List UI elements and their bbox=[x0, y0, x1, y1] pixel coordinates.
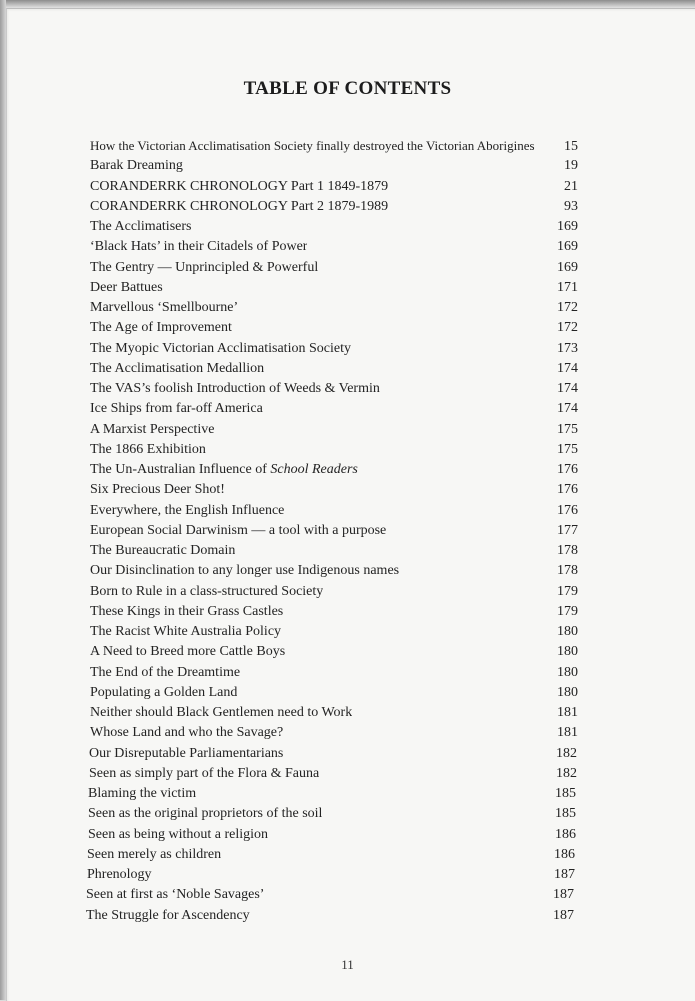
toc-entry-title: A Need to Breed more Cattle Boys bbox=[90, 644, 285, 660]
toc-entry-title: The VAS’s foolish Introduction of Weeds & Vermin bbox=[90, 381, 380, 397]
toc-entry-page: 169 bbox=[550, 260, 578, 276]
toc-entry bbox=[90, 705, 578, 725]
toc-entry bbox=[90, 361, 578, 381]
toc-entry-page: 19 bbox=[550, 158, 578, 174]
toc-entry-page: 178 bbox=[550, 563, 578, 579]
toc-entry-title: European Social Darwinism — a tool with a purpose bbox=[90, 523, 386, 539]
toc-entry bbox=[90, 543, 578, 563]
toc-entry-page: 176 bbox=[550, 503, 578, 519]
toc-entry-title-italic: School Readers bbox=[270, 462, 357, 477]
toc-entry-title: Phrenology bbox=[87, 867, 152, 883]
toc-entry-page: 178 bbox=[550, 543, 578, 559]
toc-entry-page: 174 bbox=[550, 361, 578, 377]
page-number: 11 bbox=[0, 957, 695, 973]
toc-entry-title: Whose Land and who the Savage? bbox=[90, 725, 283, 741]
toc-entry-page: 179 bbox=[550, 604, 578, 620]
toc-entry-title: The Struggle for Ascendency bbox=[86, 908, 250, 924]
toc-entry-title: The 1866 Exhibition bbox=[90, 442, 206, 458]
toc-entry bbox=[90, 665, 578, 685]
toc-entry-page: 174 bbox=[550, 401, 578, 417]
toc-entry-title: Deer Battues bbox=[90, 280, 163, 296]
toc-entry-page: 177 bbox=[550, 523, 578, 539]
toc-entry bbox=[90, 219, 578, 239]
toc-entry-page: 176 bbox=[550, 462, 578, 478]
toc-entry bbox=[90, 482, 578, 502]
toc-entry bbox=[90, 422, 578, 442]
toc-entry-title: Seen as simply part of the Flora & Fauna bbox=[89, 766, 319, 782]
toc-entry-title: Neither should Black Gentlemen need to Work bbox=[90, 705, 352, 721]
toc-entry bbox=[90, 604, 578, 624]
toc-entry bbox=[90, 381, 578, 401]
toc-entry bbox=[90, 644, 578, 664]
toc-entry-title: Our Disinclination to any longer use Indigenous names bbox=[90, 563, 399, 579]
toc-entry bbox=[90, 563, 578, 583]
toc-entry-page: 15 bbox=[550, 139, 578, 155]
toc-entry bbox=[90, 725, 578, 745]
toc-entry-page: 171 bbox=[550, 280, 578, 296]
toc-entry-page: 187 bbox=[546, 887, 574, 903]
toc-entry-title: The Age of Improvement bbox=[90, 320, 232, 336]
toc-entry-title: The Un-Australian Influence of School Readers bbox=[90, 462, 358, 478]
toc-entry-title: Seen as being without a religion bbox=[88, 827, 268, 843]
toc-entry-page: 169 bbox=[550, 219, 578, 235]
toc-entry-page: 181 bbox=[550, 705, 578, 721]
toc-entry-page: 93 bbox=[550, 199, 578, 215]
toc-entry-title: Everywhere, the English Influence bbox=[90, 503, 284, 519]
toc-entry bbox=[90, 584, 578, 604]
toc-entry-title: Seen as the original proprietors of the soil bbox=[88, 806, 322, 822]
toc-entry bbox=[90, 260, 578, 280]
toc-entry-title: A Marxist Perspective bbox=[90, 422, 214, 438]
toc-entry-page: 187 bbox=[547, 867, 575, 883]
toc-entry bbox=[88, 786, 576, 806]
toc-entry-page: 187 bbox=[546, 908, 574, 924]
toc-entry bbox=[90, 503, 578, 523]
page-title: TABLE OF CONTENTS bbox=[0, 78, 695, 100]
toc-entry bbox=[90, 239, 578, 259]
toc-entry-page: 172 bbox=[550, 300, 578, 316]
toc-entry-page: 176 bbox=[550, 482, 578, 498]
toc-entry-page: 21 bbox=[550, 179, 578, 195]
toc-entry bbox=[89, 746, 577, 766]
toc-entry-page: 180 bbox=[550, 685, 578, 701]
toc-entry-page: 174 bbox=[550, 381, 578, 397]
toc-entry-page: 185 bbox=[548, 786, 576, 802]
toc-entry bbox=[90, 523, 578, 543]
toc-entry-page: 185 bbox=[548, 806, 576, 822]
toc-entry-title: The Acclimatisation Medallion bbox=[90, 361, 264, 377]
toc-entry-title: Marvellous ‘Smellbourne’ bbox=[90, 300, 238, 316]
toc-entry-title: Populating a Golden Land bbox=[90, 685, 237, 701]
toc-entry-page: 186 bbox=[548, 827, 576, 843]
toc-entry-page: 182 bbox=[549, 766, 577, 782]
toc-entry bbox=[90, 300, 578, 320]
toc-entry bbox=[87, 847, 575, 867]
toc-entry-page: 180 bbox=[550, 665, 578, 681]
toc-entry-page: 180 bbox=[550, 624, 578, 640]
toc-entry-title: The End of the Dreamtime bbox=[90, 665, 240, 681]
toc-entry bbox=[90, 280, 578, 300]
toc-entry-page: 172 bbox=[550, 320, 578, 336]
toc-entry bbox=[90, 401, 578, 421]
toc-entry bbox=[90, 138, 578, 158]
toc-entry-title: Barak Dreaming bbox=[90, 158, 183, 174]
toc-entry bbox=[90, 624, 578, 644]
toc-entry-title: How the Victorian Acclimatisation Society finally destroyed the Victorian Aborigines bbox=[90, 138, 535, 154]
toc-entry-title: ‘Black Hats’ in their Citadels of Power bbox=[90, 239, 307, 255]
toc-entry-title: The Acclimatisers bbox=[90, 219, 191, 235]
toc-entry-title: Seen merely as children bbox=[87, 847, 221, 863]
toc-entry-title: Born to Rule in a class-structured Society bbox=[90, 584, 323, 600]
toc-entry-page: 175 bbox=[550, 422, 578, 438]
toc-entry-title: The Racist White Australia Policy bbox=[90, 624, 281, 640]
toc-entry-page: 181 bbox=[550, 725, 578, 741]
toc-entry-page: 182 bbox=[549, 746, 577, 762]
toc-entry-page: 179 bbox=[550, 584, 578, 600]
toc-entry-title: CORANDERRK CHRONOLOGY Part 2 1879-1989 bbox=[90, 199, 388, 215]
toc-entry-title: Blaming the victim bbox=[88, 786, 196, 802]
toc-entry-title: The Myopic Victorian Acclimatisation Society bbox=[90, 341, 351, 357]
toc-entry-page: 175 bbox=[550, 442, 578, 458]
toc-entry bbox=[90, 320, 578, 340]
toc-entry-page: 173 bbox=[550, 341, 578, 357]
toc-entry bbox=[88, 827, 576, 847]
toc-entry-page: 180 bbox=[550, 644, 578, 660]
toc-entry bbox=[86, 908, 574, 928]
toc-entry-title: CORANDERRK CHRONOLOGY Part 1 1849-1879 bbox=[90, 179, 388, 195]
toc-entry bbox=[87, 867, 575, 887]
toc-entry-page: 186 bbox=[547, 847, 575, 863]
toc-entry bbox=[88, 806, 576, 826]
toc-entry-title: The Gentry — Unprincipled & Powerful bbox=[90, 260, 318, 276]
toc-entry bbox=[89, 766, 577, 786]
toc-entry bbox=[90, 462, 578, 482]
toc-entry-title: Six Precious Deer Shot! bbox=[90, 482, 225, 498]
toc-entry-page: 169 bbox=[550, 239, 578, 255]
toc-entry-title: Ice Ships from far-off America bbox=[90, 401, 263, 417]
toc-entry-title: The Bureaucratic Domain bbox=[90, 543, 235, 559]
toc-entry-title: These Kings in their Grass Castles bbox=[90, 604, 283, 620]
toc-entry bbox=[90, 199, 578, 219]
toc-entry bbox=[90, 442, 578, 462]
toc-entry-title: Seen at first as ‘Noble Savages’ bbox=[86, 887, 264, 903]
toc-entry bbox=[90, 179, 578, 199]
toc-entry bbox=[90, 341, 578, 361]
toc-entry bbox=[90, 685, 578, 705]
toc-entry-title: Our Disreputable Parliamentarians bbox=[89, 746, 283, 762]
toc-entry bbox=[86, 887, 574, 907]
toc-entry bbox=[90, 158, 578, 178]
